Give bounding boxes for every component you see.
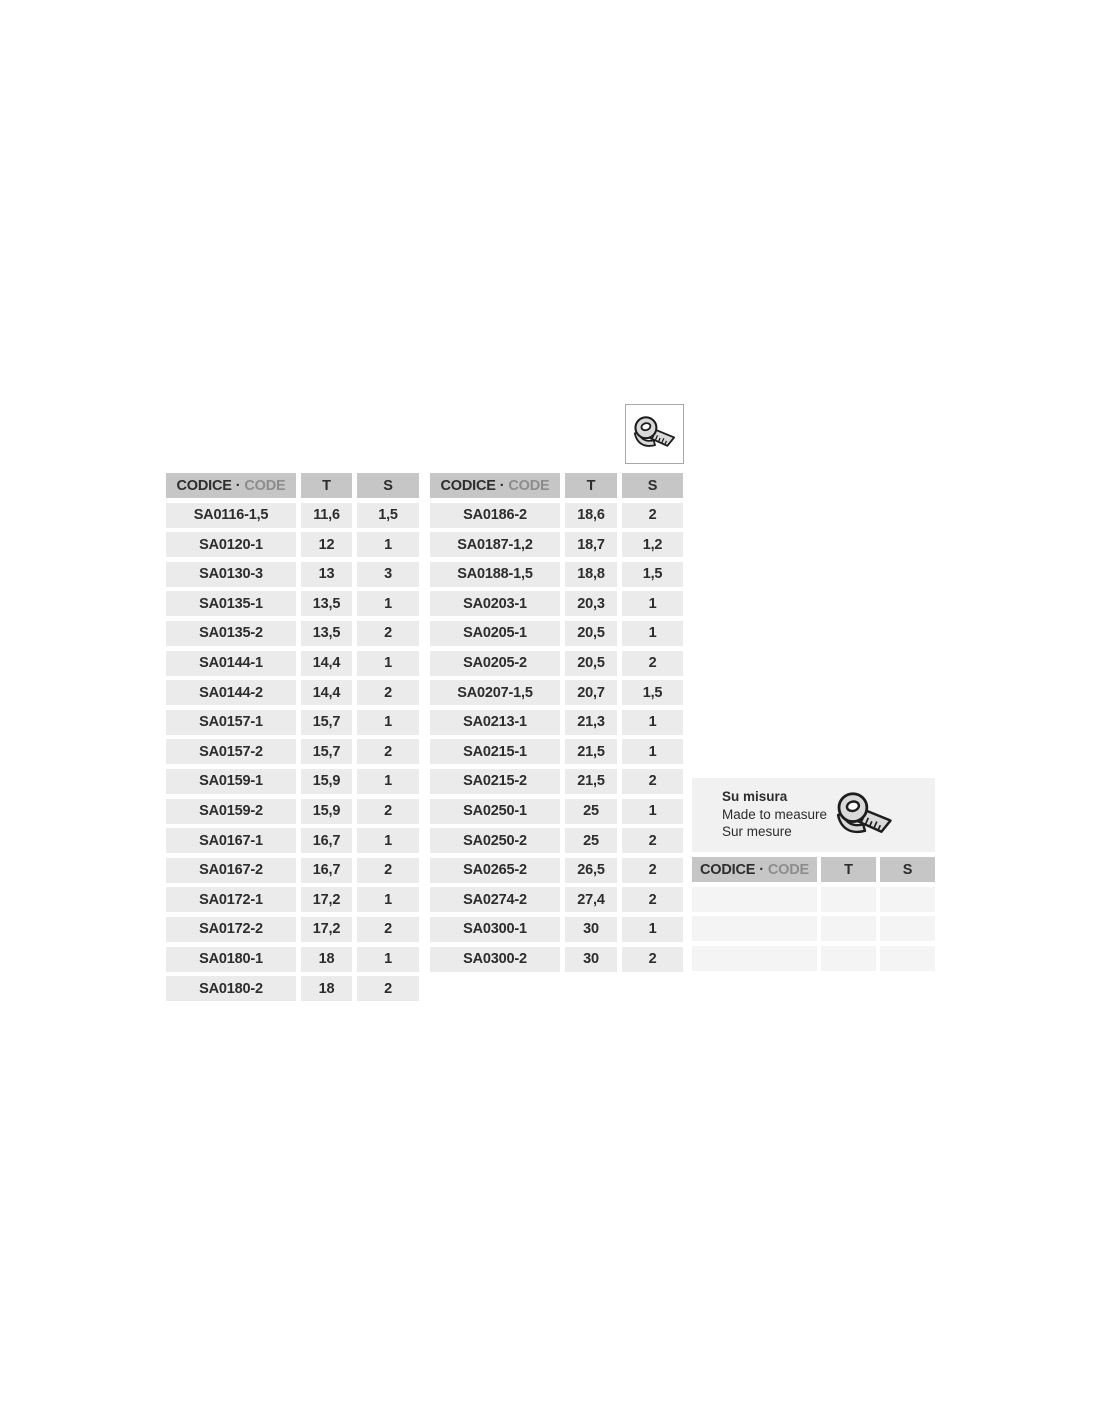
s-value-cell: 1 <box>357 651 419 676</box>
empty-s-cell <box>880 916 935 941</box>
s-value-cell: 3 <box>357 562 419 587</box>
code-cell: SA0167-2 <box>166 858 296 883</box>
s-value-cell: 1 <box>357 591 419 616</box>
t-value-cell: 25 <box>565 799 617 824</box>
code-cell: SA0205-2 <box>430 651 560 676</box>
codice-label: CODICE <box>440 477 496 494</box>
empty-code-cell <box>692 916 817 941</box>
t-value-cell: 26,5 <box>565 858 617 883</box>
t-value-cell: 18,6 <box>565 503 617 528</box>
t-value-cell: 13,5 <box>301 591 352 616</box>
s-value-cell: 1 <box>357 947 419 972</box>
empty-t-cell <box>821 916 876 941</box>
panel-tape-wrap <box>826 789 904 843</box>
codice-code-header <box>430 473 560 498</box>
code-cell: SA0180-2 <box>166 976 296 1001</box>
s-value-cell: 2 <box>622 828 683 853</box>
t-value-cell: 21,3 <box>565 710 617 735</box>
code-cell: SA0159-2 <box>166 799 296 824</box>
code-label: CODE <box>508 477 550 494</box>
s-value-cell: 1 <box>357 887 419 912</box>
code-cell: SA0215-2 <box>430 769 560 794</box>
empty-s-cell <box>880 887 935 912</box>
s-value-cell: 1 <box>622 799 683 824</box>
t-value-cell: 18 <box>301 976 352 1001</box>
s-value-cell: 2 <box>622 887 683 912</box>
s-value-cell: 1 <box>357 828 419 853</box>
s-value-cell: 2 <box>357 976 419 1001</box>
t-value-cell: 25 <box>565 828 617 853</box>
code-label: CODE <box>244 477 286 494</box>
s-value-cell: 2 <box>622 858 683 883</box>
tape-icon-box <box>625 404 684 464</box>
codice-code-header <box>166 473 296 498</box>
t-header: T <box>821 857 876 882</box>
t-value-cell: 17,2 <box>301 887 352 912</box>
s-value-cell: 1,2 <box>622 532 683 557</box>
codice-label: CODICE <box>700 861 756 878</box>
code-cell: SA0203-1 <box>430 591 560 616</box>
su-misura-title-fr: Sur mesure <box>722 824 792 839</box>
t-value-cell: 16,7 <box>301 828 352 853</box>
s-value-cell: 1 <box>622 917 683 942</box>
code-cell: SA0135-2 <box>166 621 296 646</box>
s-value-cell: 1,5 <box>357 503 419 528</box>
t-value-cell: 17,2 <box>301 917 352 942</box>
empty-code-cell <box>692 887 817 912</box>
s-value-cell: 2 <box>357 799 419 824</box>
s-value-cell: 2 <box>622 947 683 972</box>
t-value-cell: 21,5 <box>565 769 617 794</box>
t-header: T <box>301 473 352 498</box>
t-value-cell: 20,3 <box>565 591 617 616</box>
t-value-cell: 15,9 <box>301 799 352 824</box>
t-value-cell: 20,7 <box>565 680 617 705</box>
s-value-cell: 2 <box>357 680 419 705</box>
s-value-cell: 2 <box>622 503 683 528</box>
s-value-cell: 1 <box>622 739 683 764</box>
code-cell: SA0135-1 <box>166 591 296 616</box>
s-value-cell: 1 <box>622 621 683 646</box>
t-value-cell: 15,7 <box>301 710 352 735</box>
s-value-cell: 1 <box>357 769 419 794</box>
code-cell: SA0157-1 <box>166 710 296 735</box>
su-misura-title-it: Su misura <box>722 789 788 804</box>
t-value-cell: 18,7 <box>565 532 617 557</box>
s-value-cell: 2 <box>357 739 419 764</box>
t-value-cell: 30 <box>565 947 617 972</box>
code-cell: SA0205-1 <box>430 621 560 646</box>
codes-table-left <box>166 473 419 1001</box>
code-cell: SA0300-2 <box>430 947 560 972</box>
t-value-cell: 20,5 <box>565 621 617 646</box>
codes-table-custom <box>692 857 935 971</box>
t-value-cell: 15,9 <box>301 769 352 794</box>
measuring-tape-icon <box>632 414 678 454</box>
t-value-cell: 13,5 <box>301 621 352 646</box>
code-cell: SA0186-2 <box>430 503 560 528</box>
code-cell: SA0213-1 <box>430 710 560 735</box>
dot-separator: · <box>499 477 505 494</box>
code-cell: SA0207-1,5 <box>430 680 560 705</box>
code-cell: SA0116-1,5 <box>166 503 296 528</box>
t-value-cell: 27,4 <box>565 887 617 912</box>
code-cell: SA0250-2 <box>430 828 560 853</box>
empty-t-cell <box>821 887 876 912</box>
codice-code-header <box>692 857 817 882</box>
dot-separator: · <box>759 861 764 878</box>
s-value-cell: 1 <box>357 532 419 557</box>
t-value-cell: 18,8 <box>565 562 617 587</box>
s-value-cell: 1,5 <box>622 562 683 587</box>
s-value-cell: 2 <box>622 769 683 794</box>
s-value-cell: 2 <box>622 651 683 676</box>
code-cell: SA0274-2 <box>430 887 560 912</box>
t-value-cell: 21,5 <box>565 739 617 764</box>
t-value-cell: 11,6 <box>301 503 352 528</box>
code-cell: SA0172-2 <box>166 917 296 942</box>
dot-separator: · <box>235 477 241 494</box>
code-cell: SA0300-1 <box>430 917 560 942</box>
t-value-cell: 13 <box>301 562 352 587</box>
code-cell: SA0172-1 <box>166 887 296 912</box>
code-cell: SA0215-1 <box>430 739 560 764</box>
s-header: S <box>880 857 935 882</box>
empty-s-cell <box>880 946 935 971</box>
t-header: T <box>565 473 617 498</box>
code-cell: SA0188-1,5 <box>430 562 560 587</box>
su-misura-title-en: Made to measure <box>722 806 828 822</box>
t-value-cell: 20,5 <box>565 651 617 676</box>
code-cell: SA0167-1 <box>166 828 296 853</box>
t-value-cell: 30 <box>565 917 617 942</box>
code-cell: SA0187-1,2 <box>430 532 560 557</box>
s-value-cell: 2 <box>357 858 419 883</box>
empty-t-cell <box>821 946 876 971</box>
measuring-tape-icon <box>827 790 903 842</box>
code-cell: SA0250-1 <box>430 799 560 824</box>
t-value-cell: 18 <box>301 947 352 972</box>
su-misura-panel <box>692 778 935 852</box>
s-value-cell: 2 <box>357 917 419 942</box>
t-value-cell: 16,7 <box>301 858 352 883</box>
t-value-cell: 15,7 <box>301 739 352 764</box>
codice-label: CODICE <box>176 477 232 494</box>
code-cell: SA0130-3 <box>166 562 296 587</box>
code-cell: SA0180-1 <box>166 947 296 972</box>
codes-table-middle <box>430 473 683 972</box>
code-cell: SA0144-2 <box>166 680 296 705</box>
code-cell: SA0157-2 <box>166 739 296 764</box>
t-value-cell: 12 <box>301 532 352 557</box>
t-value-cell: 14,4 <box>301 651 352 676</box>
s-value-cell: 1 <box>622 591 683 616</box>
code-cell: SA0144-1 <box>166 651 296 676</box>
code-cell: SA0265-2 <box>430 858 560 883</box>
s-value-cell: 1 <box>357 710 419 735</box>
s-value-cell: 2 <box>357 621 419 646</box>
s-header: S <box>357 473 419 498</box>
s-value-cell: 1 <box>622 710 683 735</box>
empty-code-cell <box>692 946 817 971</box>
s-header: S <box>622 473 683 498</box>
su-misura-text <box>722 788 827 841</box>
t-value-cell: 14,4 <box>301 680 352 705</box>
code-cell: SA0120-1 <box>166 532 296 557</box>
code-cell: SA0159-1 <box>166 769 296 794</box>
s-value-cell: 1,5 <box>622 680 683 705</box>
code-label: CODE <box>767 861 809 878</box>
